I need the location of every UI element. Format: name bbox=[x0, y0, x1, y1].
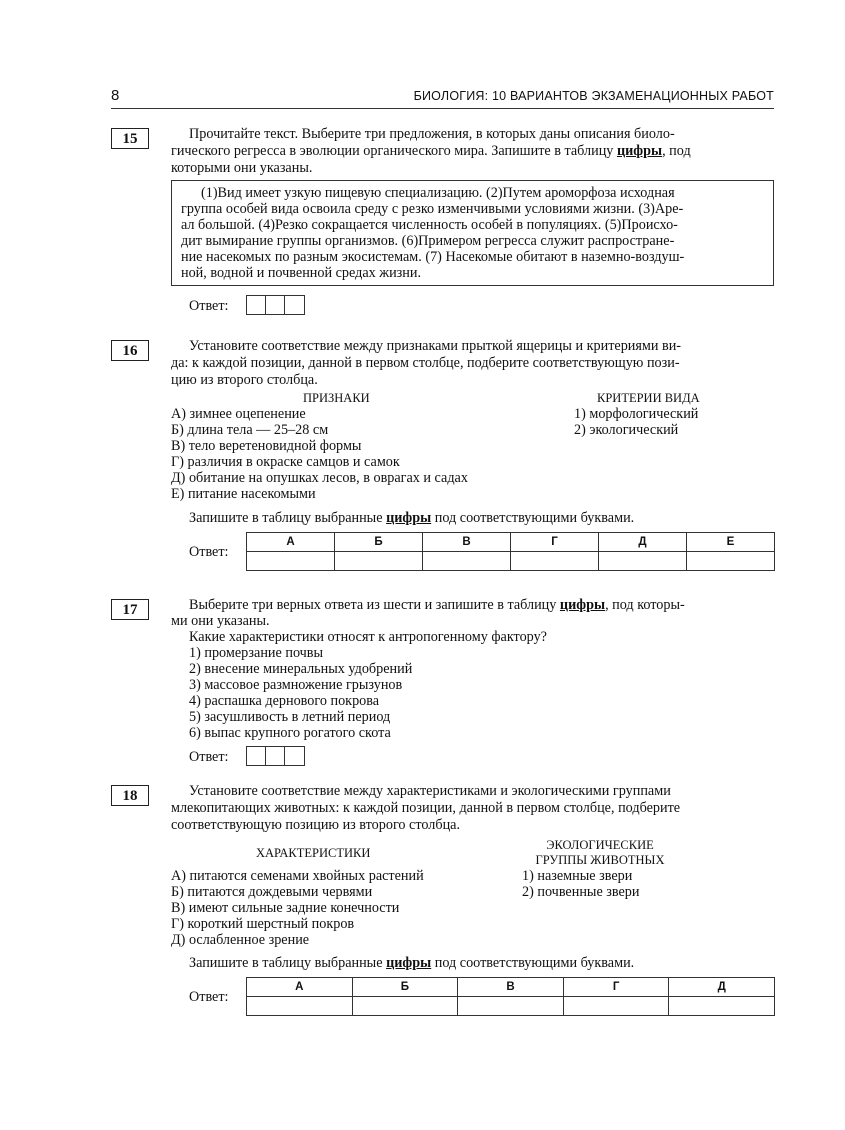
letter-cell: Д bbox=[599, 533, 687, 552]
q18-right-header-line-1: ЭКОЛОГИЧЕСКИЕ bbox=[546, 838, 654, 852]
q18-right-header-line-2: ГРУППЫ ЖИВОТНЫХ bbox=[535, 853, 665, 867]
answer-cell[interactable] bbox=[669, 997, 775, 1016]
q15-instruction-line-1: Прочитайте текст. Выберите три предложения, в которых даны описания биоло- bbox=[189, 126, 675, 142]
q16-criterion-1: 1) морфологический bbox=[574, 406, 699, 422]
q17-instruction-line-2: ми они указаны. bbox=[171, 613, 270, 629]
q18-characteristic-d: Г) короткий шерстный покров bbox=[171, 916, 355, 932]
q16-feature-f: Е) питание насекомыми bbox=[171, 486, 316, 502]
answer-table-letters-row bbox=[247, 978, 775, 997]
q18-group-2: 2) почвенные звери bbox=[522, 884, 640, 900]
answer-cell[interactable] bbox=[458, 997, 564, 1016]
q17-option-3: 3) массовое размножение грызунов bbox=[189, 677, 403, 693]
q15-keyword-digits: цифры bbox=[616, 143, 663, 159]
answer-cell[interactable] bbox=[423, 552, 511, 571]
q16-write-instruction bbox=[189, 510, 634, 526]
q16-feature-b: Б) длина тела — 25–28 см bbox=[171, 422, 329, 438]
q16-instruction-line-1: Установите соответствие между признаками прыткой ящерицы и критериями ви- bbox=[189, 338, 682, 354]
answer-cell[interactable] bbox=[247, 296, 266, 314]
answer-cell[interactable] bbox=[247, 552, 335, 571]
q18-characteristic-c: В) имеют сильные задние конечности bbox=[171, 900, 400, 916]
q15-text-line-1: (1)Вид имеет узкую пищевую специализацию. (2)Путем ароморфоза исходная bbox=[201, 185, 675, 201]
q15-text-line-3: ал большой. (4)Резко сокращается численность особей в популяциях. (5)Происхо- bbox=[181, 217, 678, 233]
q17-instruction-prefix: Выберите три верных ответа из шести и запишите в таблицу bbox=[189, 597, 560, 613]
q18-instruction-line-2: млекопитающих животных: к каждой позиции, данной в первом столбце, подберите bbox=[171, 800, 681, 816]
q17-instruction-suffix: , под которы- bbox=[605, 597, 685, 613]
letter-cell: Д bbox=[669, 978, 775, 997]
q18-instruction-line-3: соответствующую позицию из второго столбца. bbox=[171, 817, 461, 833]
q15-text-line-6: ной, водной и почвенной средах жизни. bbox=[181, 265, 422, 281]
q18-answer-label: Ответ: bbox=[189, 989, 229, 1005]
q17-question: Какие характеристики относят к антропогенному фактору? bbox=[189, 629, 547, 645]
question-15-number: 15 bbox=[111, 128, 149, 149]
question-18-number: 18 bbox=[111, 785, 149, 806]
q18-instruction-line-1: Установите соответствие между характеристиками и экологическими группами bbox=[189, 783, 671, 799]
q16-answer-table bbox=[246, 532, 775, 571]
q15-instruction-line-2 bbox=[171, 143, 691, 159]
q16-instruction-line-2: да: к каждой позиции, данной в первом столбце, подберите соответствующую пози- bbox=[171, 355, 680, 371]
q17-keyword-digits: цифры bbox=[559, 597, 606, 613]
q16-feature-e: Д) обитание на опушках лесов, в оврагах и садах bbox=[171, 470, 468, 486]
q17-answer-label: Ответ: bbox=[189, 749, 229, 765]
q16-answer-label: Ответ: bbox=[189, 544, 229, 560]
answer-table-letters-row bbox=[247, 533, 775, 552]
answer-cell[interactable] bbox=[266, 296, 285, 314]
answer-cell[interactable] bbox=[285, 747, 304, 765]
answer-cell[interactable] bbox=[335, 552, 423, 571]
q18-write-prefix: Запишите в таблицу выбранные bbox=[189, 955, 387, 971]
q15-text-line-2: группа особей вида освоила среду с резко изменчивыми условиями жизни. (3)Аре- bbox=[181, 201, 684, 217]
q18-keyword-digits: цифры bbox=[386, 955, 432, 971]
answer-cell[interactable] bbox=[285, 296, 304, 314]
q18-characteristic-b: Б) питаются дождевыми червями bbox=[171, 884, 373, 900]
q18-characteristic-a: А) питаются семенами хвойных растений bbox=[171, 868, 424, 884]
q16-right-header: КРИТЕРИИ ВИДА bbox=[597, 391, 700, 405]
q17-option-6: 6) выпас крупного рогатого скота bbox=[189, 725, 391, 741]
q17-option-4: 4) распашка дернового покрова bbox=[189, 693, 380, 709]
answer-cell[interactable] bbox=[247, 997, 353, 1016]
q17-option-5: 5) засушливость в летний период bbox=[189, 709, 391, 725]
q15-instruction-text: гического регресса в эволюции органического мира. Запишите в таблицу bbox=[171, 143, 617, 159]
q16-write-suffix: под соответствующими буквами. bbox=[431, 510, 635, 526]
q17-option-1: 1) промерзание почвы bbox=[189, 645, 324, 661]
q17-option-2: 2) внесение минеральных удобрений bbox=[189, 661, 413, 677]
answer-table-input-row[interactable] bbox=[247, 552, 775, 571]
q18-left-header: ХАРАКТЕРИСТИКИ bbox=[256, 846, 371, 860]
question-17-number: 17 bbox=[111, 599, 149, 620]
q16-feature-a: А) зимнее оцепенение bbox=[171, 406, 306, 422]
answer-cell[interactable] bbox=[266, 747, 285, 765]
q16-write-prefix: Запишите в таблицу выбранные bbox=[189, 510, 387, 526]
letter-cell: А bbox=[247, 533, 335, 552]
letter-cell: Е bbox=[687, 533, 775, 552]
q15-text-line-5: ние насекомых по разным экосистемам. (7) Насекомые обитают в наземно-воздуш- bbox=[181, 249, 685, 265]
q15-text-line-4: дит вымирание группы организмов. (6)Примером регресса служит распростране- bbox=[181, 233, 675, 249]
header-rule bbox=[111, 108, 774, 109]
answer-cell[interactable] bbox=[511, 552, 599, 571]
q17-instruction-line-1 bbox=[189, 597, 685, 613]
answer-cell[interactable] bbox=[247, 747, 266, 765]
q18-characteristic-e: Д) ослабленное зрение bbox=[171, 932, 310, 948]
q18-write-suffix: под соответствующими буквами. bbox=[431, 955, 635, 971]
letter-cell: Б bbox=[352, 978, 458, 997]
page-number: 8 bbox=[111, 87, 120, 104]
q16-left-header: ПРИЗНАКИ bbox=[303, 391, 370, 405]
letter-cell: Б bbox=[335, 533, 423, 552]
letter-cell: А bbox=[247, 978, 353, 997]
q18-group-1: 1) наземные звери bbox=[522, 868, 633, 884]
question-16-number: 16 bbox=[111, 340, 149, 361]
q18-answer-table bbox=[246, 977, 775, 1016]
letter-cell: Г bbox=[511, 533, 599, 552]
running-title: БИОЛОГИЯ: 10 ВАРИАНТОВ ЭКЗАМЕНАЦИОННЫХ РАБОТ bbox=[413, 89, 774, 103]
q18-write-instruction bbox=[189, 955, 634, 971]
q16-feature-d: Г) различия в окраске самцов и самок bbox=[171, 454, 400, 470]
q15-answer-label: Ответ: bbox=[189, 298, 229, 314]
letter-cell: В bbox=[423, 533, 511, 552]
answer-cell[interactable] bbox=[352, 997, 458, 1016]
q16-instruction-line-3: цию из второго столбца. bbox=[171, 372, 318, 388]
q15-instruction-line-3: которыми они указаны. bbox=[171, 160, 313, 176]
q15-instruction-tail: , под bbox=[662, 143, 691, 159]
answer-cell[interactable] bbox=[599, 552, 687, 571]
q15-answer-cells[interactable] bbox=[246, 295, 305, 315]
letter-cell: В bbox=[458, 978, 564, 997]
answer-cell[interactable] bbox=[687, 552, 775, 571]
q16-criterion-2: 2) экологический bbox=[574, 422, 679, 438]
answer-table-input-row[interactable] bbox=[247, 997, 775, 1016]
q17-answer-cells[interactable] bbox=[246, 746, 305, 766]
q16-keyword-digits: цифры bbox=[386, 510, 432, 526]
answer-cell[interactable] bbox=[563, 997, 669, 1016]
q16-feature-c: В) тело веретеновидной формы bbox=[171, 438, 362, 454]
letter-cell: Г bbox=[563, 978, 669, 997]
